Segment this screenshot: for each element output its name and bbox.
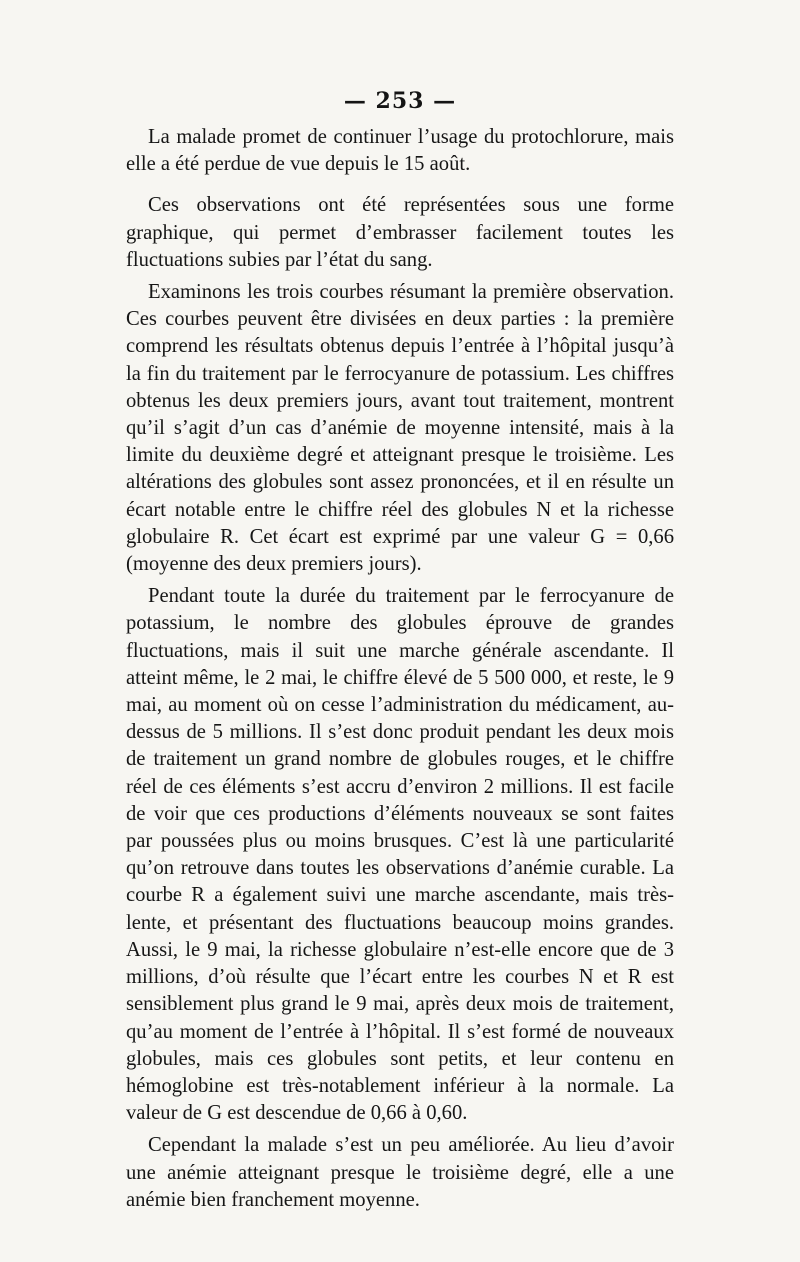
paragraph-2: Ces observations ont été représentées sous une forme graphique, qui permet d’embrasser facilement toutes les fluctuations subies par l’état du sang. bbox=[126, 194, 674, 271]
paragraph-4: Pendant toute la durée du traitement par le ferrocyanure de potassium, le nombre des globules éprouve de grandes fluctuations, mais il suit une marche générale ascendante. Il atteint même, le 2 mai, le chiffre élevé de 5 500 000, et reste, le 9 mai, au moment où on cesse l’administration du médicament, au-dessus de 5 millions. Il s’est donc produit pendant les deux mois de traitement un grand nombre de globules rouges, et le chiffre réel de ces éléments s’est accru d’environ 2 millions. Il est facile de voir que ces productions d’éléments nouveaux se sont faites par poussées plus ou moins brusques. C’est là une particularité qu’on retrouve dans toutes les observations d’anémie curable. La courbe R a également suivi une marche ascendante, mais très-lente, et présentant des fluctuations beaucoup moins grandes. Aussi, le 9 mai, la richesse globulaire n’est-elle encore que de 3 millions, d’où résulte que l’écart entre les courbes N et R est sensiblement plus grand le 9 mai, après deux mois de traitement, qu’au moment de l’entrée à l’hôpital. Il s’est formé de nouveaux globules, mais ces globules sont petits, et leur contenu en hémoglobine est très-notablement inférieur à la normale. La valeur de G est descendue de 0,66 à 0,60. bbox=[126, 585, 674, 1125]
paragraph-1: La malade promet de continuer l’usage du protochlorure, mais elle a été perdue de vue depuis le 15 août. bbox=[126, 126, 674, 176]
paragraph-3: Examinons les trois courbes résumant la première observation. Ces courbes peuvent être divisées en deux parties : la première comprend les résultats obtenus depuis l’entrée à l’hôpital jusqu’à la fin du traitement par le ferrocyanure de potassium. Les chiffres obtenus les deux premiers jours, avant tout traitement, montrent qu’il s’agit d’un cas d’anémie de moyenne intensité, mais à la limite du deuxième degré et atteignant presque le troisième. Les altérations des globules sont assez prononcées, et il en résulte un écart notable entre le chiffre réel des globules N et la richesse globulaire R. Cet écart est exprimé par une valeur G = 0,66 (moyenne des deux premiers jours). bbox=[126, 281, 674, 576]
paragraph-5: Cependant la malade s’est un peu améliorée. Au lieu d’avoir une anémie atteignant presque le troisième degré, elle a une anémie bien franchement moyenne. bbox=[126, 1134, 674, 1211]
page-number: — 253 — bbox=[343, 88, 457, 114]
body-text bbox=[126, 124, 674, 1219]
